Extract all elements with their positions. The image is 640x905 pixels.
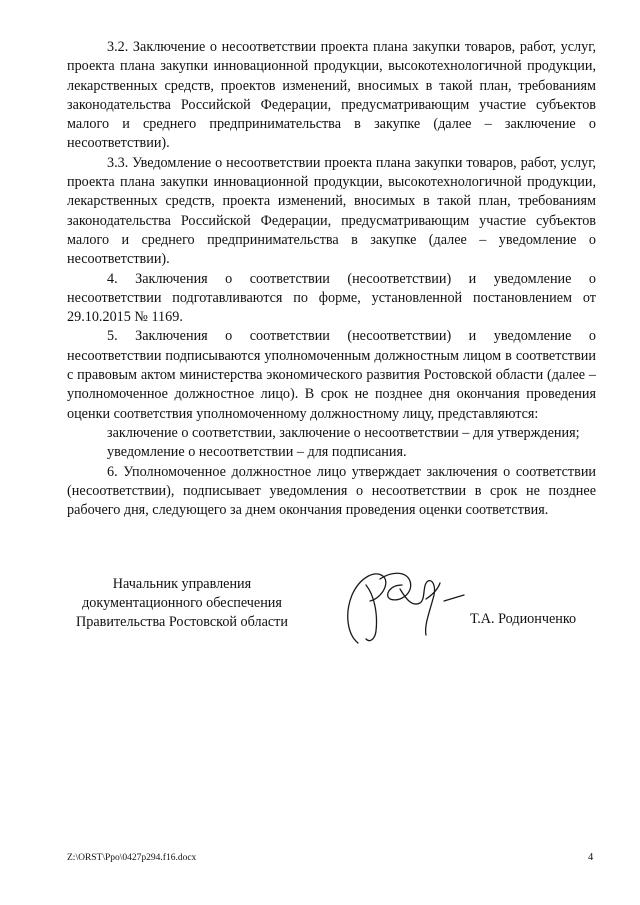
signatory-name: Т.А. Родионченко: [470, 611, 577, 627]
position-line: Начальник управления: [112, 576, 252, 592]
paragraph-3-3: 3.3. Уведомление о несоответствии проекта плана закупки товаров, работ, услуг, проекта плана закупки инновационной продукции, высокотехнологичной продукции, лекарственных средств, проекта изменений, вносимых в такой план, требованиям законодательства Российской Федерации, предусматривающим участие субъектов малого и среднего предпринимательства в закупке (далее – уведомление о несоответствии).: [67, 154, 596, 268]
paragraph-3-2: 3.2. Заключение о несоответствии проекта плана закупки товаров, работ, услуг, проекта плана закупки инновационной продукции, высокотехнологичной продукции, лекарственных средств, проектов изменений, вносимых в такой план, требованиям законодательства Российской Федерации, предусматривающим участие субъектов малого и среднего предпринимательства в закупке (далее – заключение о несоответствии).: [67, 39, 596, 152]
paragraph-5-item-1: заключение о соответствии, заключение о несоответствии – для утверждения;: [107, 424, 580, 441]
document-body: [67, 38, 596, 520]
position-line: документационного обеспечения: [82, 595, 282, 611]
position-line: Правительства Ростовской области: [76, 614, 288, 630]
paragraph-6: 6. Уполномоченное должностное лицо утверждает заключения о соответствии (несоответствии), подписывает уведомления о несоответствии в срок не позднее рабочего дня, следующего за днем окончания проведения оценки соответствия.: [67, 463, 596, 519]
paragraph-5-item-2: уведомление о несоответствии – для подписания.: [107, 444, 407, 461]
paragraph-4: 4. Заключения о соответствии (несоответствии) и уведомление о несоответствии подготавливаются по форме, установленной постановлением от 29.10.2015 № 1169.: [67, 270, 596, 326]
signatory-position: [64, 575, 300, 632]
paragraph-5: 5. Заключения о соответствии (несоответствии) и уведомление о несоответствии подписываются уполномоченным должностным лицом в соответствии с правовым актом министерства экономического развития Ростовской области (далее – уполномоченное должностное лицо). В срок не позднее дня окончания проведения оценки соответствия уполномоченному должностному лицу, представляются:: [67, 328, 596, 422]
page-number: 4: [588, 852, 594, 863]
handwritten-signature: [330, 555, 470, 650]
file-path: Z:\ORST\Ppo\0427p294.f16.docx: [67, 853, 197, 863]
